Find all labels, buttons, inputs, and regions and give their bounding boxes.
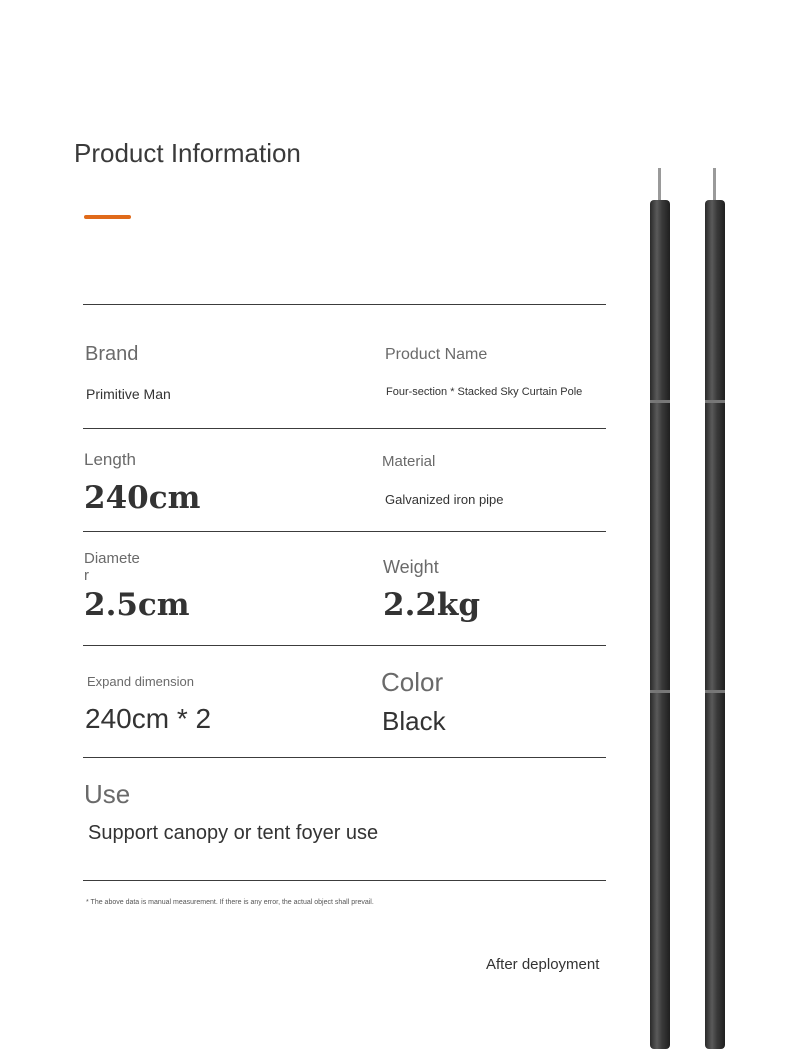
- title-accent-bar: [84, 215, 131, 219]
- divider: [83, 645, 606, 646]
- expand-value: 240cm * 2: [85, 703, 212, 734]
- divider: [83, 304, 606, 305]
- use-label: Use: [84, 779, 131, 809]
- weight-label: Weight: [383, 557, 439, 577]
- color-value: Black: [382, 706, 446, 736]
- pole-right: [705, 168, 725, 1049]
- page-title: Product Information: [74, 138, 301, 168]
- brand-label: Brand: [85, 343, 139, 365]
- diameter-value: 2.5cm: [84, 587, 190, 623]
- divider: [83, 880, 606, 881]
- brand-value: Primitive Man: [86, 386, 171, 402]
- measurement-note: * The above data is manual measurement. If there is any error, the actual object shall prevail.: [86, 899, 374, 906]
- tent-poles-image: [620, 160, 770, 1049]
- product-name-label: Product Name: [385, 346, 488, 363]
- expand-label: Expand dimension: [87, 674, 194, 689]
- use-value: Support canopy or tent foyer use: [88, 822, 379, 844]
- length-value: 240cm: [84, 480, 201, 516]
- divider: [83, 757, 606, 758]
- length-label: Length: [84, 450, 136, 469]
- weight-value: 2.2kg: [383, 587, 481, 623]
- divider: [83, 531, 606, 532]
- pole-left: [650, 168, 670, 1049]
- color-label: Color: [381, 667, 444, 697]
- material-label: Material: [382, 453, 436, 470]
- divider: [83, 428, 606, 429]
- deployment-caption: After deployment: [486, 956, 600, 973]
- product-name-value: Four-section * Stacked Sky Curtain Pole: [386, 386, 583, 398]
- material-value: Galvanized iron pipe: [385, 492, 504, 507]
- diameter-label: Diamete r: [84, 550, 140, 584]
